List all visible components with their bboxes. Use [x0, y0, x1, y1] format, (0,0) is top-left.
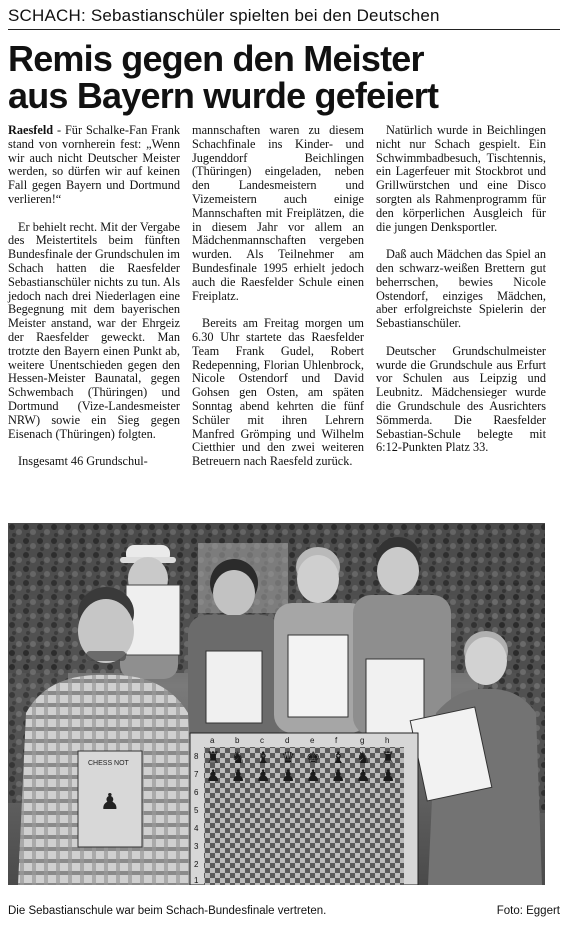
board-rank-label: 6: [194, 788, 199, 797]
board-file-label: d: [285, 736, 290, 745]
svg-text:♟: ♟: [306, 766, 321, 785]
photo-caption: [8, 905, 560, 917]
kicker-line: SCHACH: Sebastianschüler spielten bei den Deutschen: [8, 6, 440, 25]
headline-line-2: aus Bayern wurde gefeiert: [8, 75, 439, 116]
article-paragraph: Bereits am Freitag morgen um 6.30 Uhr startete das Raesfelder Team Frank Gudel, Robert Redepenning, Florian Uhlenbrock, Nicole Ostendorf und David Gohsen gen Osten, am späten Sonntag abend kehrten die fünf Schüler mit ihren Lehrern Manfred Grömping und Wilhelm Cietthier und den zwei weiteren Betreuern nach Raesfeld zurück.: [192, 316, 364, 469]
board-file-label: f: [335, 736, 338, 745]
board-rank-label: 1: [194, 876, 199, 885]
photo-credit: Foto: Eggert: [496, 905, 560, 917]
board-rank-label: 4: [194, 824, 199, 833]
board-file-label: b: [235, 736, 240, 745]
headline-line-1: Remis gegen den Meister: [8, 38, 424, 79]
svg-text:♞: ♞: [231, 748, 246, 767]
dateline: Raesfeld: [8, 123, 54, 137]
svg-text:♟: ♟: [231, 766, 246, 785]
board-file-label: e: [310, 736, 315, 745]
article-paragraph: Natürlich wurde in Beichlingen nicht nur Schach gespielt. Ein Schwimmbadbesuch, Tischtennis, ein Lagerfeuer mit Stockbrot und Grillwürstchen und eine Disco sorgten als Rahmenprogramm für den körperlichen Ausgleich für die jungen Denksportler.: [376, 123, 546, 234]
article-paragraph: Deutscher Grundschulmeister wurde die Grundschule aus Erfurt vor Schulen aus Leipzig und Leubnitz. Mädchensieger wurde die Grundschule des Ausrichters Sömmerda. Die Raesfelder Sebastian-Schule belegte mit 6:12-Punkten Platz 33.: [376, 343, 546, 455]
board-file-label: h: [385, 736, 390, 745]
kicker-rule: [8, 29, 560, 30]
article-paragraph: Raesfeld - Für Schalke-Fan Frank stand von vornherein fest: „Wenn wir auch nicht Deutscher Meister werden, so dürfen wir auf keinen Fall gegen Bayern und Dortmund verlieren!“: [8, 123, 180, 206]
board-file-label: g: [360, 736, 365, 745]
board-rank-label: 2: [194, 860, 199, 869]
article-column-1: [8, 124, 180, 483]
news-photo-illustration: [8, 523, 545, 885]
svg-text:♞: ♞: [356, 748, 371, 767]
svg-text:♚: ♚: [306, 748, 321, 767]
article-column-2: [192, 124, 364, 483]
article-paragraph: Er behielt recht. Mit der Vergabe des Meistertitels beim fünften Bundesfinale der Grundschulen im Schach hatten die Raesfelder Sebastianschüler nichts zu tun. Als jedoch nach drei Niederlagen eine Begegnung mit dem bayerischen Meister anstand, war der Ehrgeiz der Raesfelder geweckt. Man trotzte den Bayern einen Punkt ab, weitere Unentschieden gegen den Hessen-Meister Baunatal, gegen Schwembach (Thüringen) und Dortmund (Vize-Landesmeister NRW) sowie ein Sieg gegen Eisenach (Thüringen) folgten.: [8, 219, 180, 441]
board-rank-label: 7: [194, 770, 199, 779]
svg-text:♜: ♜: [206, 748, 221, 767]
svg-text:♛: ♛: [281, 748, 296, 767]
board-file-label: a: [210, 736, 215, 745]
article-paragraph: Insgesamt 46 Grundschul-: [18, 454, 148, 469]
svg-text:♟: ♟: [100, 790, 120, 815]
headline: [8, 40, 564, 114]
caption-text: Die Sebastianschule war beim Schach-Bundesfinale vertreten.: [8, 905, 327, 917]
board-rank-label: 8: [194, 752, 199, 761]
board-rank-label: 3: [194, 842, 199, 851]
news-photo: [8, 523, 545, 885]
article-paragraph: mannschaften waren zu diesem Schachfinale ins Kinder- und Jugenddorf Beichlingen (Thüringen) eingeladen, neben den Landesmeistern und Vizemeistern auch einige Mannschaften mit Freiplätzen, die in diesem Jahr vor allem an Mädchenmannschaften vergeben wurden. Als Teilnehmer am Bundesfinale 1995 erhielt jedoch auch die Raesfelder Schule einen Freiplatz.: [192, 123, 364, 303]
svg-text:♝: ♝: [331, 748, 346, 767]
svg-text:♟: ♟: [381, 766, 396, 785]
svg-text:♜: ♜: [381, 748, 396, 767]
board-file-label: c: [260, 736, 264, 745]
article-paragraph: Daß auch Mädchen das Spiel an den schwarz-weißen Brettern gut beherrschen, bewies Nicole Ostendorf, einziges Mädchen, aber erfolgreichste Spielerin der Sebastianschüler.: [376, 247, 546, 331]
article-column-3: [376, 124, 546, 469]
svg-text:♟: ♟: [331, 766, 346, 785]
svg-text:♝: ♝: [256, 748, 271, 767]
chess-board: [190, 733, 418, 885]
tshirt-text: CHESS NOT: [88, 760, 129, 767]
svg-text:♟: ♟: [281, 766, 296, 785]
svg-text:♟: ♟: [256, 766, 271, 785]
svg-text:♟: ♟: [206, 766, 221, 785]
svg-text:♟: ♟: [356, 766, 371, 785]
board-rank-label: 5: [194, 806, 199, 815]
